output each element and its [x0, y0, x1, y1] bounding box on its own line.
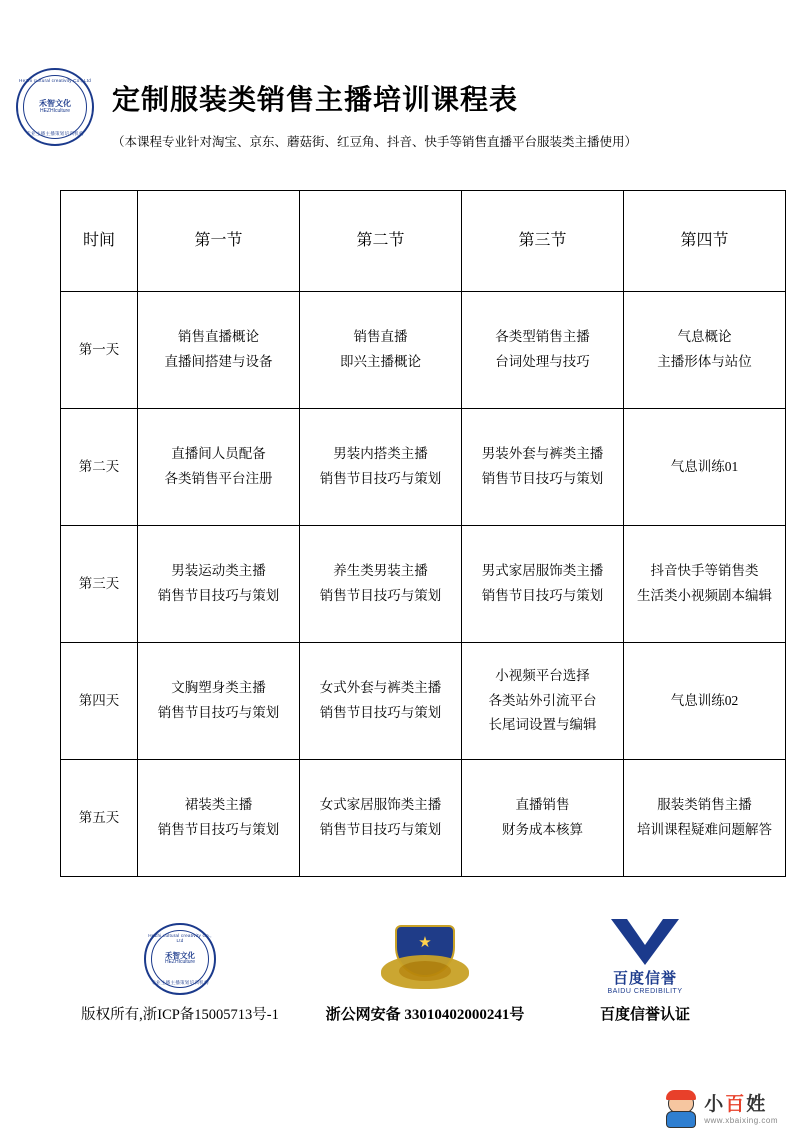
cell-line: 男装内搭类主播 [333, 446, 428, 462]
watermark-text-block [704, 1095, 778, 1125]
cell-line: 男式家居服饰类主播 [481, 563, 604, 579]
watermark-char-1: 小 [704, 1094, 724, 1115]
baidu-v-mark [611, 919, 679, 965]
cell-line: 销售节目技巧与策划 [319, 471, 442, 486]
logo-container [0, 60, 110, 146]
cell-line: 即兴主播概论 [340, 354, 421, 369]
cell-line: 服装类销售主播 [657, 797, 752, 813]
watermark-brand [704, 1095, 778, 1114]
row-day-label: 第四天 [61, 643, 138, 760]
cell-line: 气息训练01 [670, 458, 739, 474]
watermark-char-3: 姓 [746, 1094, 766, 1115]
cell-line: 销售节目技巧与策划 [157, 588, 280, 603]
cell-line: 销售节目技巧与策划 [319, 588, 442, 603]
table-body [61, 292, 786, 877]
table-row [61, 760, 786, 877]
cell-line: 台词处理与技巧 [495, 354, 590, 369]
footer-police-block[interactable] [315, 923, 535, 1024]
column-header-time: 时间 [61, 191, 138, 292]
copyright-text: 版权所有,浙ICP备15005713号-1 [81, 1007, 279, 1023]
baidu-mark-sub: BAIDU CREDIBILITY [607, 988, 683, 995]
table-cell [462, 409, 624, 526]
table-head [61, 191, 786, 292]
mascot-hat [666, 1090, 696, 1100]
baidu-caption-text[interactable]: 百度信誉认证 [599, 1007, 690, 1023]
table-cell [300, 292, 462, 409]
baidu-credibility-icon [575, 919, 715, 995]
table-cell [138, 643, 300, 760]
cell-line: 直播销售 [515, 797, 570, 813]
table-cell [138, 409, 300, 526]
row-day-label: 第五天 [61, 760, 138, 877]
cell-line: 销售直播 [353, 329, 408, 345]
seal-center-text [39, 100, 71, 114]
table-cell [624, 643, 786, 760]
title-block [110, 60, 800, 150]
cell-line: 销售节目技巧与策划 [157, 705, 280, 720]
cell-line: 气息训练02 [670, 692, 739, 708]
table-cell [624, 760, 786, 877]
table-cell [462, 526, 624, 643]
seal-company-name-en: HEZHIculture [164, 959, 195, 966]
mascot-body [666, 1111, 696, 1128]
mascot-icon [664, 1092, 698, 1128]
cell-line: 各类销售平台注册 [164, 471, 273, 486]
table-row [61, 409, 786, 526]
document-header [0, 0, 800, 150]
cell-line: 销售节目技巧与策划 [319, 822, 442, 837]
cell-line: 养生类男装主播 [333, 563, 428, 579]
seal-company-name-en: HEZHIculture [39, 107, 70, 114]
cell-line: 女式家居服饰类主播 [319, 797, 442, 813]
baidu-mark-label: 百度信誉 [612, 971, 677, 987]
cell-line: 销售节目技巧与策划 [481, 471, 604, 486]
emblem-wings [381, 955, 469, 989]
seal-company-name-cn: 禾智文化 [164, 951, 195, 961]
seal-company-name-cn: 禾智文化 [39, 99, 71, 109]
page-subtitle: （本课程专业针对淘宝、京东、蘑菇街、红豆角、抖音、快手等销售直播平台服装类主播使用） [112, 135, 638, 149]
seal-arc-bottom-text: 专业主播主播策划培训机构 [26, 131, 84, 136]
cell-line: 直播间搭建与设备 [164, 354, 273, 369]
cell-line: 女式外套与裤类主播 [319, 680, 442, 696]
table-cell [138, 292, 300, 409]
police-record-text[interactable]: 浙公网安备 33010402000241号 [325, 1007, 525, 1023]
cell-line: 裙装类主播 [184, 797, 253, 813]
table-row [61, 526, 786, 643]
table-cell [138, 760, 300, 877]
watermark-url: www.xbaixing.com [704, 1116, 778, 1125]
table-cell [624, 292, 786, 409]
table-row [61, 292, 786, 409]
table-cell [462, 292, 624, 409]
cell-line: 男装外套与裤类主播 [481, 446, 604, 462]
cell-line: 主播形体与站位 [657, 354, 752, 369]
cell-line: 销售节目技巧与策划 [481, 588, 604, 603]
seal-arc-top-text: HeZhi cultural creativity Co., Ltd [19, 78, 91, 83]
cell-line: 气息概论 [677, 329, 732, 345]
schedule-table-container [60, 190, 772, 877]
cell-line: 抖音快手等销售类 [650, 563, 759, 579]
schedule-table [60, 190, 786, 877]
cell-line: 培训课程疑难问题解答 [637, 822, 772, 837]
police-emblem-icon [381, 923, 469, 995]
site-watermark [664, 1092, 778, 1128]
column-header-period-1: 第一节 [138, 191, 300, 292]
seal-center-text [165, 952, 195, 965]
cell-line: 销售节目技巧与策划 [157, 822, 280, 837]
table-cell [138, 526, 300, 643]
company-seal-icon [144, 923, 216, 995]
table-cell [462, 760, 624, 877]
footer-baidu-block[interactable] [535, 919, 755, 1024]
table-cell [624, 526, 786, 643]
cell-line: 男装运动类主播 [171, 563, 266, 579]
table-row [61, 643, 786, 760]
seal-arc-bottom-text: 专业主播主播策划培训机构 [151, 980, 209, 985]
watermark-char-2: 百 [725, 1094, 745, 1115]
cell-line: 小视频平台选择 [495, 667, 590, 683]
company-seal-icon [16, 68, 94, 146]
column-header-period-2: 第二节 [300, 191, 462, 292]
footer-copyright-block [45, 923, 315, 1024]
cell-line: 生活类小视频剧本编辑 [637, 588, 772, 603]
cell-line: 各类站外引流平台 [488, 692, 597, 708]
table-cell [300, 760, 462, 877]
table-cell [300, 526, 462, 643]
cell-line: 销售节目技巧与策划 [319, 705, 442, 720]
page-title: 定制服装类销售主播培训课程表 [112, 85, 519, 116]
table-cell [462, 643, 624, 760]
cell-line: 文胸塑身类主播 [171, 680, 266, 696]
table-header-row [61, 191, 786, 292]
row-day-label: 第三天 [61, 526, 138, 643]
row-day-label: 第一天 [61, 292, 138, 409]
table-cell [624, 409, 786, 526]
cell-line: 长尾词设置与编辑 [488, 717, 597, 733]
column-header-period-3: 第三节 [462, 191, 624, 292]
cell-line: 直播间人员配备 [171, 446, 266, 462]
cell-line: 财务成本核算 [502, 822, 583, 837]
table-cell [300, 409, 462, 526]
seal-arc-top-text: HeZhi cultural creativity Co., Ltd [148, 933, 212, 943]
document-footer [0, 919, 800, 1024]
cell-line: 各类型销售主播 [495, 329, 590, 345]
column-header-period-4: 第四节 [624, 191, 786, 292]
table-cell [300, 643, 462, 760]
cell-line: 销售直播概论 [178, 329, 259, 345]
row-day-label: 第二天 [61, 409, 138, 526]
